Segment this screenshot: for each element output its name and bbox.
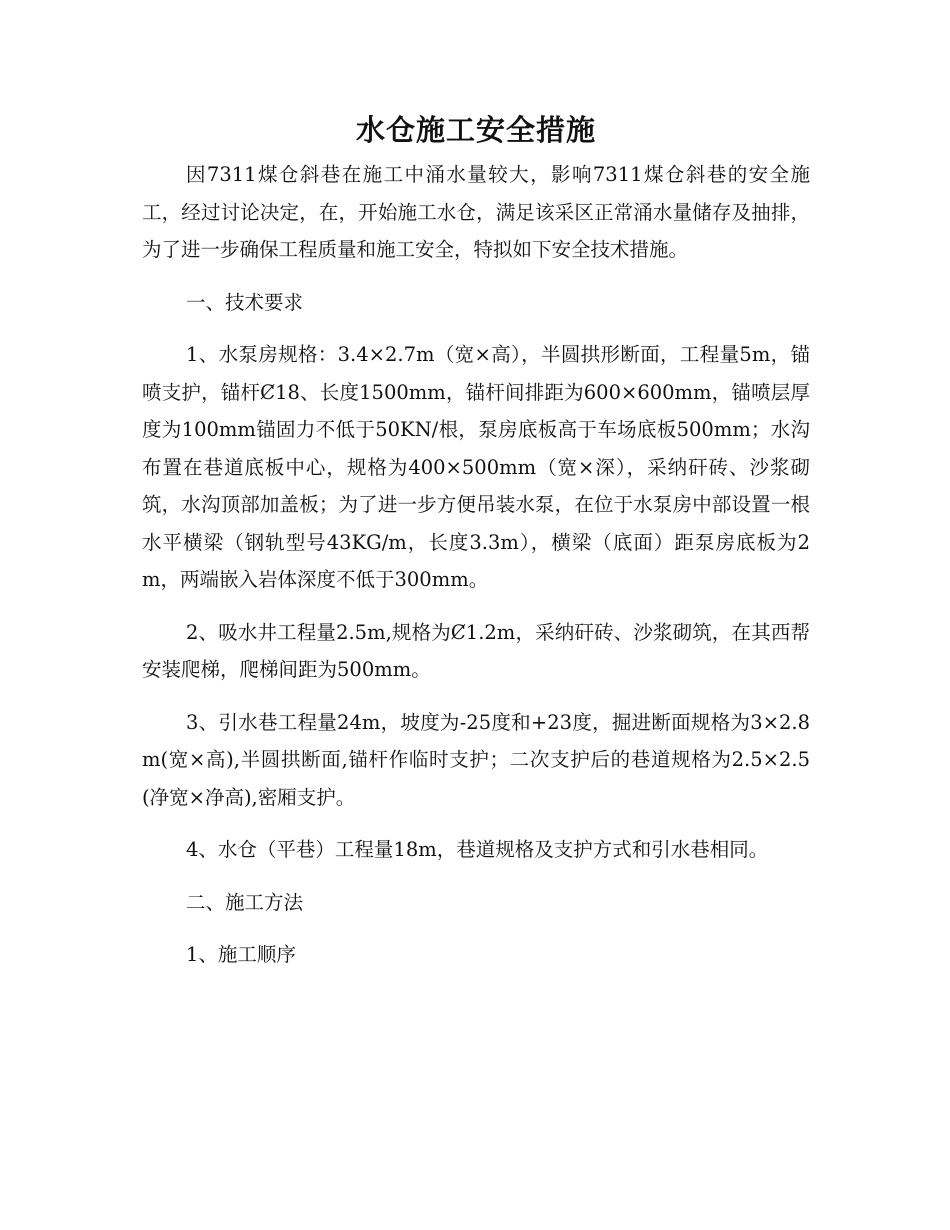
intro-paragraph: 因7311煤仓斜巷在施工中涌水量较大，影响7311煤仓斜巷的安全施工，经过讨论决定，在，开始施工水仓，满足该采区正常涌水量储存及抽排，为了进一步确保工程质量和施工安全，特拟如下安全技术措施。 [142,163,810,261]
method-item-construction-sequence: 1、施工顺序 [186,943,296,966]
section-heading-technical-requirements: 一、技术要求 [186,290,304,314]
requirement-item-sump-roadway: 4、水仓（平巷）工程量18m，巷道规格及支护方式和引水巷相同。 [186,838,769,861]
section-heading-construction-method: 二、施工方法 [186,890,304,914]
document-title: 水仓施工安全措施 [355,113,596,147]
requirement-item-pump-room: 1、水泵房规格：3.4×2.7m（宽×高），半圆拱形断面，工程量5m，锚喷支护，锚杆Ȼ18、长度1500mm，锚杆间排距为600×600mm，锚喷层厚度为100mm锚固力不低于50KN/根，泵房底板高于车场底板500mm；水沟布置在巷道底板中心，规格为400×500mm（宽×深），采纳矸砖、沙浆砌筑，水沟顶部加盖板；为了进一步方便吊装水泵，在位于水泵房中部设置一根水平横梁（钢轨型号43KG/m，长度3.3m），横梁（底面）距泵房底板为2m，两端嵌入岩体深度不低于300mm。 [142,343,810,591]
requirement-item-suction-well: 2、吸水井工程量2.5m,规格为Ȼ1.2m，采纳矸砖、沙浆砌筑，在其西帮安装爬梯，爬梯间距为500mm。 [142,620,810,681]
requirement-item-water-diversion-roadway: 3、引水巷工程量24m，坡度为-25度和+23度，掘进断面规格为3×2.8m(宽×高),半圆拱断面,锚杆作临时支护；二次支护后的巷道规格为2.5×2.5(净宽×净高),密厢支护。 [142,710,810,809]
